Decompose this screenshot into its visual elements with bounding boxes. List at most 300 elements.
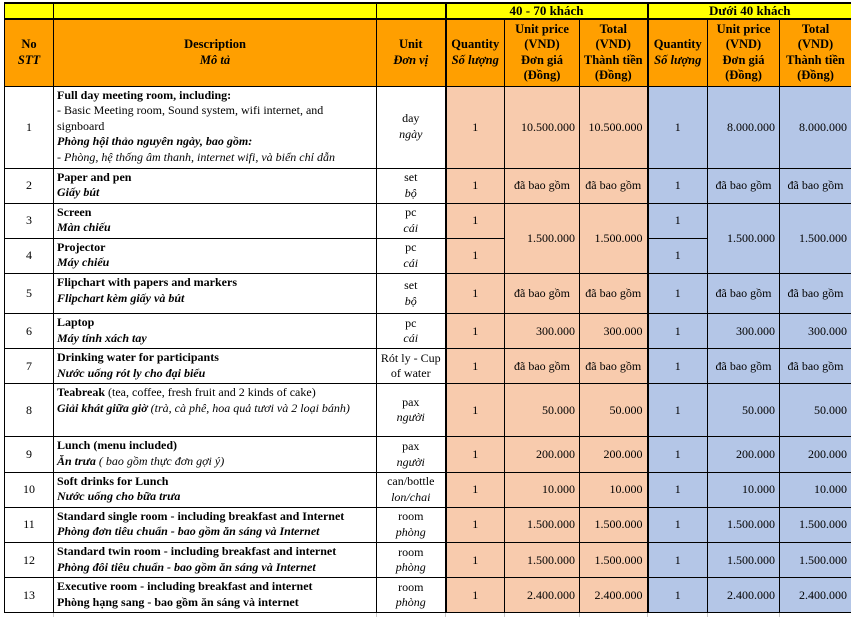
- header-text-vi: Số lượng: [654, 53, 701, 67]
- clipped-cell: [708, 613, 780, 617]
- description-cell: [54, 472, 377, 507]
- total-cell: đã bao gồm: [580, 168, 648, 203]
- unit-price-cell: 200.000: [505, 437, 580, 472]
- text-segment: room: [398, 545, 423, 559]
- unit-price-cell: 1.500.000: [708, 543, 780, 578]
- text-line: [379, 525, 443, 541]
- text-line: [379, 351, 443, 382]
- unit-cell: [377, 168, 446, 203]
- unit-price-cell: đã bao gồm: [505, 349, 580, 384]
- text-segment: người: [397, 410, 425, 424]
- row-number-cell: 1: [5, 86, 54, 168]
- row-number-cell: 3: [5, 203, 54, 238]
- text-segment: Máy chiếu: [57, 255, 109, 269]
- text-line: [379, 509, 443, 525]
- unit-cell: [377, 86, 446, 168]
- text-segment: set: [404, 278, 417, 292]
- header-line: [782, 68, 849, 84]
- text-line: [379, 560, 443, 576]
- text-line: [57, 438, 373, 454]
- text-line: [57, 544, 373, 560]
- col-header-total-g2: [780, 19, 851, 86]
- row-number-cell: 2: [5, 168, 54, 203]
- table-row: [5, 349, 851, 384]
- text-line: [57, 579, 373, 595]
- total-cell: 1.500.000: [580, 507, 648, 542]
- text-line: [379, 186, 443, 202]
- text-line: [57, 255, 373, 271]
- total-cell: 1.500.000: [780, 507, 851, 542]
- col-header-no: [5, 19, 54, 86]
- total-cell: 200.000: [780, 437, 851, 472]
- text-line: [379, 316, 443, 332]
- header-line: [507, 68, 577, 84]
- quantity-cell: 1: [446, 274, 505, 314]
- unit-cell: [377, 437, 446, 472]
- text-line: [57, 134, 373, 150]
- header-text-en: Description: [184, 37, 246, 51]
- text-line: [379, 455, 443, 471]
- unit-price-cell: đã bao gồm: [708, 168, 780, 203]
- text-segment: room: [398, 509, 423, 523]
- header-text-en: No: [21, 37, 36, 51]
- text-line: [57, 331, 373, 347]
- text-segment: phòng: [396, 595, 426, 609]
- header-text-vi: STT: [18, 53, 40, 67]
- header-text: Total: [600, 22, 627, 36]
- header-line: [582, 68, 645, 84]
- text-segment: Laptop: [57, 315, 94, 329]
- quantity-cell: 1: [648, 437, 708, 472]
- unit-cell: [377, 543, 446, 578]
- text-line: [379, 205, 443, 221]
- text-line: [57, 170, 373, 186]
- table-row: [5, 314, 851, 349]
- quantity-cell: 1: [446, 168, 505, 203]
- unit-cell: [377, 578, 446, 613]
- text-line: [379, 221, 443, 237]
- header-line: [651, 53, 706, 69]
- header-line: [56, 37, 374, 53]
- text-segment: (tea, coffee, fresh fruit and 2 kinds of cake): [105, 385, 316, 399]
- row-number-cell: 9: [5, 437, 54, 472]
- text-segment: pc: [405, 205, 416, 219]
- text-segment: Lunch (menu included): [57, 438, 177, 452]
- text-segment: phòng: [396, 525, 426, 539]
- text-line: [379, 580, 443, 596]
- header-text: (VND): [726, 37, 761, 51]
- text-segment: Standard twin room - including breakfast and internet: [57, 544, 336, 558]
- text-segment: Nước uống rót ly cho đại biểu: [57, 366, 205, 380]
- text-line: [57, 88, 373, 104]
- text-segment: Soft drinks for Lunch: [57, 474, 168, 488]
- text-segment: pc: [405, 240, 416, 254]
- unit-price-cell: đã bao gồm: [708, 349, 780, 384]
- clipped-cell: [5, 613, 54, 617]
- yellow-spacer-cell: [54, 3, 377, 19]
- text-line: [57, 401, 373, 417]
- text-segment: Executive room - including breakfast and internet: [57, 579, 313, 593]
- text-line: [379, 490, 443, 506]
- text-segment: room: [398, 580, 423, 594]
- quantity-cell: 1: [648, 472, 708, 507]
- header-text-vi: Đơn vị: [393, 53, 428, 67]
- header-text: Đơn giá: [521, 53, 563, 67]
- text-line: [57, 103, 373, 134]
- quantity-cell: 1: [446, 384, 505, 437]
- header-line: [449, 37, 503, 53]
- text-line: [379, 127, 443, 143]
- quantity-cell: 1: [648, 578, 708, 613]
- total-cell: đã bao gồm: [580, 274, 648, 314]
- description-cell: [54, 543, 377, 578]
- text-segment: cái: [403, 331, 418, 345]
- text-segment: Screen: [57, 205, 91, 219]
- clipped-cell: [505, 613, 580, 617]
- text-segment: pc: [405, 316, 416, 330]
- unit-cell: [377, 238, 446, 273]
- text-line: [379, 395, 443, 411]
- quantity-cell: 1: [648, 349, 708, 384]
- header-text: Total: [802, 22, 829, 36]
- unit-cell: [377, 472, 446, 507]
- header-line: [710, 53, 777, 69]
- text-line: [57, 220, 373, 236]
- header-text-vi: Số lượng: [452, 53, 499, 67]
- unit-price-cell: 1.500.000: [708, 203, 780, 273]
- header-line: [782, 53, 849, 69]
- header-text-en: Quantity: [654, 37, 702, 51]
- text-segment: Teabreak: [57, 385, 105, 399]
- table-row: [5, 472, 851, 507]
- text-segment: Standard single room - including breakfast and Internet: [57, 509, 344, 523]
- text-line: [57, 315, 373, 331]
- table-row: [5, 203, 851, 238]
- unit-price-cell: 300.000: [505, 314, 580, 349]
- description-cell: [54, 507, 377, 542]
- text-line: [57, 454, 373, 470]
- row-number-cell: 13: [5, 578, 54, 613]
- header-text: Thành tiền: [584, 53, 643, 67]
- clipped-cell: [54, 613, 377, 617]
- text-line: [57, 385, 373, 401]
- total-cell: 200.000: [580, 437, 648, 472]
- text-segment: bộ: [405, 186, 417, 200]
- text-segment: - Phòng, hệ thống âm thanh, internet wifi, và biển chỉ dẫn: [57, 150, 335, 164]
- text-segment: Rót ly - Cup of water: [381, 351, 441, 381]
- header-line: [651, 37, 706, 53]
- header-line: [710, 22, 777, 38]
- text-line: [57, 560, 373, 576]
- header-text: (Đồng): [725, 68, 762, 82]
- description-cell: [54, 86, 377, 168]
- text-segment: pax: [402, 395, 419, 409]
- description-cell: [54, 238, 377, 273]
- text-segment: Màn chiếu: [57, 220, 111, 234]
- text-segment: ( bao gồm thực đơn gợi ý): [99, 454, 224, 468]
- group-band-row: [5, 3, 851, 19]
- unit-cell: [377, 274, 446, 314]
- header-line: [7, 37, 51, 53]
- text-line: [379, 474, 443, 490]
- row-number-cell: 8: [5, 384, 54, 437]
- quantity-cell: 1: [446, 86, 505, 168]
- header-line: [7, 53, 51, 69]
- header-text-en: Quantity: [451, 37, 499, 51]
- description-cell: [54, 314, 377, 349]
- text-segment: day: [402, 111, 419, 125]
- text-segment: set: [404, 170, 417, 184]
- yellow-spacer-cell: [377, 3, 446, 19]
- header-text: Thành tiền: [786, 53, 845, 67]
- quantity-cell: 1: [648, 314, 708, 349]
- text-line: [379, 595, 443, 611]
- quantity-cell: 1: [648, 238, 708, 273]
- unit-price-cell: 1.500.000: [505, 203, 580, 273]
- text-line: [379, 278, 443, 294]
- yellow-spacer-cell: [5, 3, 54, 19]
- group-header-40-70: 40 - 70 khách: [446, 3, 648, 19]
- group-header-under-40: Dưới 40 khách: [648, 3, 851, 19]
- unit-price-cell: 10.500.000: [505, 86, 580, 168]
- unit-cell: [377, 314, 446, 349]
- total-cell: 2.400.000: [580, 578, 648, 613]
- clipped-cell: [580, 613, 648, 617]
- text-segment: (trà, cà phê, hoa quả tươi và 2 loại bánh): [151, 401, 350, 415]
- column-header-row: [5, 19, 851, 86]
- quantity-cell: 1: [648, 203, 708, 238]
- unit-price-cell: 300.000: [708, 314, 780, 349]
- row-number-cell: 11: [5, 507, 54, 542]
- header-text: (VND): [798, 37, 833, 51]
- header-line: [782, 37, 849, 53]
- total-cell: 300.000: [780, 314, 851, 349]
- total-cell: 1.500.000: [580, 543, 648, 578]
- header-text: Đơn giá: [723, 53, 765, 67]
- header-line: [507, 37, 577, 53]
- unit-price-cell: 10.000: [505, 472, 580, 507]
- clipped-cell: [377, 613, 446, 617]
- text-line: [379, 545, 443, 561]
- text-segment: can/bottle: [387, 474, 434, 488]
- unit-price-cell: 50.000: [708, 384, 780, 437]
- description-cell: [54, 274, 377, 314]
- text-line: [379, 111, 443, 127]
- text-segment: Giải khát giữa giờ: [57, 401, 151, 415]
- header-text: (Đồng): [595, 68, 632, 82]
- header-text: (Đồng): [524, 68, 561, 82]
- header-line: [449, 53, 503, 69]
- text-segment: Paper and pen: [57, 170, 131, 184]
- quantity-cell: 1: [446, 543, 505, 578]
- total-cell: 8.000.000: [780, 86, 851, 168]
- col-header-description: [54, 19, 377, 86]
- text-segment: Máy tính xách tay: [57, 331, 147, 345]
- text-line: [379, 170, 443, 186]
- unit-cell: [377, 349, 446, 384]
- table-row: [5, 274, 851, 314]
- table-row: [5, 543, 851, 578]
- quantity-cell: 1: [446, 437, 505, 472]
- col-header-total-g1: [580, 19, 648, 86]
- unit-price-cell: 10.000: [708, 472, 780, 507]
- text-segment: lon/chai: [391, 490, 430, 504]
- unit-price-cell: đã bao gồm: [708, 274, 780, 314]
- clipped-cell: [780, 613, 851, 617]
- text-line: [57, 489, 373, 505]
- total-cell: 300.000: [580, 314, 648, 349]
- header-line: [782, 22, 849, 38]
- text-line: [57, 350, 373, 366]
- text-line: [379, 410, 443, 426]
- header-line: [507, 53, 577, 69]
- quantity-cell: 1: [648, 384, 708, 437]
- text-segment: bộ: [405, 294, 417, 308]
- clipped-next-row: [5, 613, 851, 617]
- description-cell: [54, 384, 377, 437]
- text-line: [57, 595, 373, 611]
- total-cell: 2.400.000: [780, 578, 851, 613]
- text-line: [57, 509, 373, 525]
- table-row: [5, 168, 851, 203]
- text-segment: Drinking water for participants: [57, 350, 219, 364]
- total-cell: 1.500.000: [780, 203, 851, 273]
- text-line: [379, 331, 443, 347]
- header-line: [507, 22, 577, 38]
- total-cell: 10.000: [580, 472, 648, 507]
- unit-price-cell: 1.500.000: [708, 507, 780, 542]
- unit-price-cell: 8.000.000: [708, 86, 780, 168]
- text-line: [379, 240, 443, 256]
- header-text-en: Unit: [399, 37, 423, 51]
- text-line: [57, 291, 373, 307]
- col-header-quantity-g1: [446, 19, 505, 86]
- total-cell: 1.500.000: [580, 203, 648, 273]
- quantity-cell: 1: [648, 86, 708, 168]
- text-segment: pax: [402, 439, 419, 453]
- description-cell: [54, 437, 377, 472]
- row-number-cell: 10: [5, 472, 54, 507]
- total-cell: 1.500.000: [780, 543, 851, 578]
- col-header-quantity-g2: [648, 19, 708, 86]
- unit-cell: [377, 203, 446, 238]
- header-line: [710, 37, 777, 53]
- header-line: [582, 53, 645, 69]
- header-line: [56, 53, 374, 69]
- text-segment: Phòng đơn tiêu chuẩn - bao gồm ăn sáng và Internet: [57, 524, 320, 538]
- col-header-unit-price-g1: [505, 19, 580, 86]
- unit-price-cell: 1.500.000: [505, 507, 580, 542]
- quantity-cell: 1: [648, 507, 708, 542]
- text-line: [57, 474, 373, 490]
- unit-price-cell: 200.000: [708, 437, 780, 472]
- text-line: [379, 439, 443, 455]
- table-row: [5, 578, 851, 613]
- description-cell: [54, 349, 377, 384]
- header-line: [379, 53, 443, 69]
- quantity-cell: 1: [648, 168, 708, 203]
- text-line: [379, 256, 443, 272]
- clipped-cell: [648, 613, 708, 617]
- total-cell: đã bao gồm: [780, 349, 851, 384]
- unit-price-cell: 1.500.000: [505, 543, 580, 578]
- unit-price-cell: 2.400.000: [505, 578, 580, 613]
- text-line: [57, 366, 373, 382]
- header-text: Unit price: [515, 22, 569, 36]
- total-cell: 10.000: [780, 472, 851, 507]
- text-line: [57, 275, 373, 291]
- text-segment: cái: [403, 256, 418, 270]
- header-text-vi: Mô tả: [200, 53, 230, 67]
- quantity-cell: 1: [446, 238, 505, 273]
- total-cell: đã bao gồm: [780, 168, 851, 203]
- table-row: [5, 507, 851, 542]
- header-line: [582, 37, 645, 53]
- quantity-cell: 1: [446, 472, 505, 507]
- unit-price-cell: 50.000: [505, 384, 580, 437]
- text-segment: Ăn trưa: [57, 454, 99, 468]
- text-line: [57, 150, 373, 166]
- unit-cell: [377, 384, 446, 437]
- quantity-cell: 1: [446, 507, 505, 542]
- description-cell: [54, 578, 377, 613]
- text-segment: Phòng hội thảo nguyên ngày, bao gồm:: [57, 134, 252, 148]
- unit-price-cell: 2.400.000: [708, 578, 780, 613]
- header-line: [710, 68, 777, 84]
- col-header-unit-price-g2: [708, 19, 780, 86]
- quantity-cell: 1: [446, 203, 505, 238]
- text-segment: người: [397, 455, 425, 469]
- description-cell: [54, 203, 377, 238]
- header-text: Unit price: [717, 22, 771, 36]
- header-text: (VND): [524, 37, 559, 51]
- quantity-cell: 1: [446, 349, 505, 384]
- table-row: [5, 86, 851, 168]
- text-segment: Phòng đôi tiêu chuẩn - bao gồm ăn sáng và Internet: [57, 560, 316, 574]
- row-number-cell: 12: [5, 543, 54, 578]
- table-row: [5, 384, 851, 437]
- quantity-cell: 1: [648, 274, 708, 314]
- quantity-cell: 1: [446, 314, 505, 349]
- text-segment: Projector: [57, 240, 105, 254]
- text-line: [379, 294, 443, 310]
- text-line: [57, 205, 373, 221]
- total-cell: đã bao gồm: [580, 349, 648, 384]
- col-header-unit: [377, 19, 446, 86]
- text-segment: Phòng hạng sang - bao gồm ăn sáng và internet: [57, 595, 299, 609]
- row-number-cell: 4: [5, 238, 54, 273]
- total-cell: 10.500.000: [580, 86, 648, 168]
- text-segment: phòng: [396, 560, 426, 574]
- text-segment: - Basic Meeting room, Sound system, wifi internet, and signboard: [57, 103, 323, 133]
- header-text: (VND): [596, 37, 631, 51]
- total-cell: 50.000: [580, 384, 648, 437]
- text-line: [57, 185, 373, 201]
- clipped-cell: [446, 613, 505, 617]
- text-segment: cái: [403, 221, 418, 235]
- text-segment: Full day meeting room, including:: [57, 88, 231, 102]
- text-segment: Giấy bút: [57, 185, 99, 199]
- quotation-table: [4, 2, 851, 617]
- unit-price-cell: đã bao gồm: [505, 274, 580, 314]
- total-cell: đã bao gồm: [780, 274, 851, 314]
- text-segment: Flipchart with papers and markers: [57, 275, 237, 289]
- total-cell: 50.000: [780, 384, 851, 437]
- description-cell: [54, 168, 377, 203]
- row-number-cell: 6: [5, 314, 54, 349]
- unit-price-cell: đã bao gồm: [505, 168, 580, 203]
- quantity-cell: 1: [648, 543, 708, 578]
